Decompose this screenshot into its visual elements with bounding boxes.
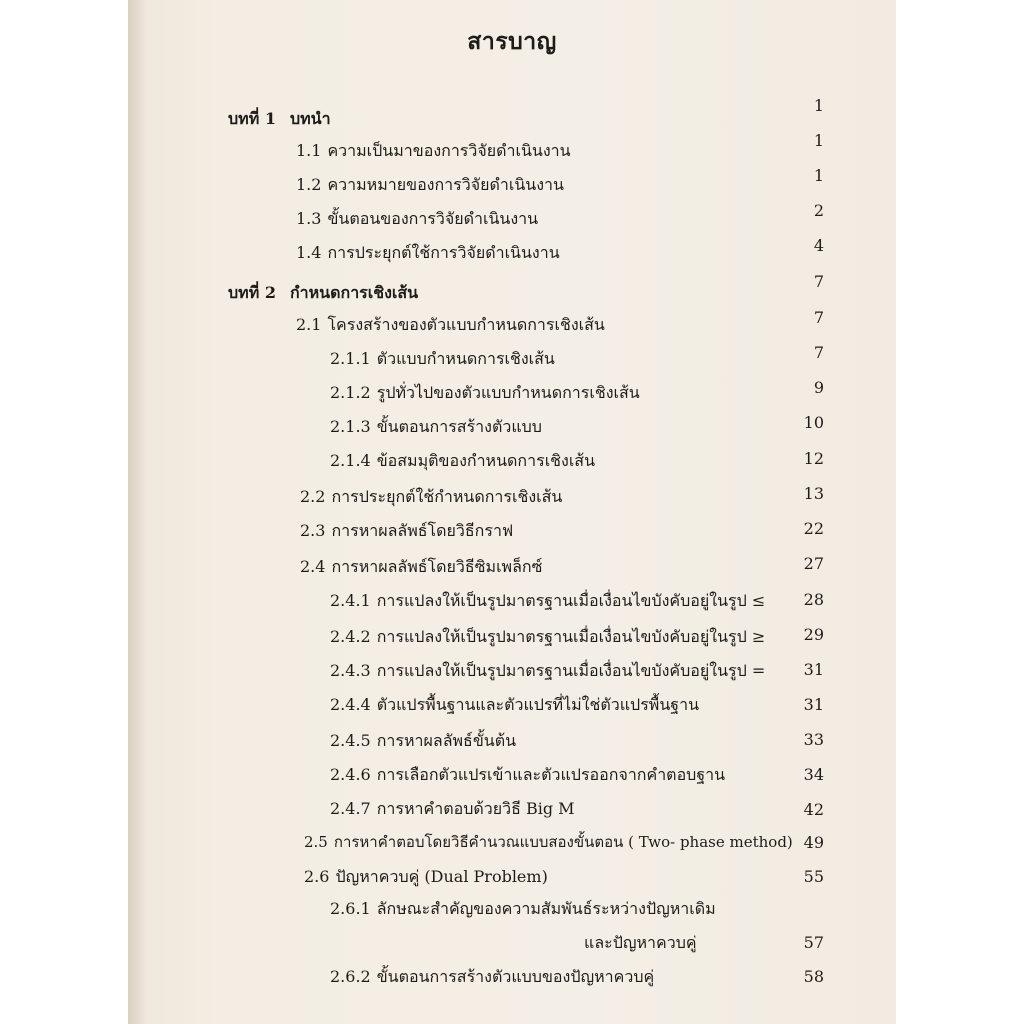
toc-entry-1-2 <box>296 174 564 196</box>
entry-title: โครงสร้างของตัวแบบกำหนดการเชิงเส้น <box>327 315 605 334</box>
entry-number: 2.4.2 <box>330 627 371 646</box>
toc-entry-2-5 <box>304 831 793 853</box>
toc-entry-2-1-3 <box>330 416 542 438</box>
toc-entry-2-4-2 <box>330 626 765 648</box>
entry-number: 2.4.5 <box>330 731 371 750</box>
entry-title: การเลือกตัวแปรเข้าและตัวแปรออกจากคำตอบฐาน <box>376 765 726 784</box>
entry-title: ขั้นตอนของการวิจัยดำเนินงาน <box>327 209 539 228</box>
entry-page-number: 1 <box>813 96 824 115</box>
toc-title: สารบาญ <box>467 28 557 55</box>
entry-title: การแปลงให้เป็นรูปมาตรฐานเมื่อเงื่อนไขบังคับอยู่ในรูป ≤ <box>376 591 766 610</box>
toc-entry-2-4-4 <box>330 694 699 716</box>
entry-number: 1.1 <box>296 141 322 160</box>
toc-entry-1-1 <box>296 140 571 162</box>
toc-entry-chapter-2 <box>228 282 418 304</box>
entry-page-number: 27 <box>803 554 824 573</box>
entry-page-number: 42 <box>803 800 824 819</box>
entry-page-number: 28 <box>803 590 824 609</box>
entry-page-number: 7 <box>813 343 824 362</box>
toc-entry-2-4-6 <box>330 764 725 786</box>
page-gutter-shadow <box>128 0 146 1024</box>
entry-title: การประยุกต์ใช้กำหนดการเชิงเส้น <box>331 487 563 506</box>
entry-title: บทนำ <box>289 109 331 128</box>
toc-entry-2-4-3 <box>330 660 765 682</box>
entry-page-number: 31 <box>803 695 824 714</box>
entry-title: ตัวแปรพื้นฐานและตัวแปรที่ไม่ใช่ตัวแปรพื้นฐาน <box>376 695 700 714</box>
toc-entry-2-4-1 <box>330 590 765 612</box>
entry-page-number: 33 <box>803 730 824 749</box>
entry-title: ตัวแบบกำหนดการเชิงเส้น <box>376 349 555 368</box>
entry-page-number: 49 <box>803 833 824 852</box>
entry-number: 2.5 <box>304 833 328 851</box>
toc-entry-1-3 <box>296 208 538 230</box>
entry-number: 2.3 <box>300 521 326 540</box>
entry-title: รูปทั่วไปของตัวแบบกำหนดการเชิงเส้น <box>376 383 640 402</box>
entry-title: การหาคำตอบด้วยวิธี Big M <box>376 799 575 818</box>
entry-number: บทที่ 2 <box>228 283 276 302</box>
entry-number: 2.1.3 <box>330 417 371 436</box>
entry-number: 2.4.1 <box>330 591 371 610</box>
entry-number: 2.1.2 <box>330 383 371 402</box>
toc-entry-2-1-4 <box>330 450 595 472</box>
entry-page-number: 22 <box>803 519 824 538</box>
entry-number: 2.4.6 <box>330 765 371 784</box>
toc-entry-2-6-1-continued <box>584 932 697 954</box>
entry-number: 2.4.3 <box>330 661 371 680</box>
entry-title: กำหนดการเชิงเส้น <box>289 283 419 302</box>
entry-page-number: 10 <box>803 413 824 432</box>
entry-number: 1.4 <box>296 243 322 262</box>
entry-title: ความหมายของการวิจัยดำเนินงาน <box>327 175 564 194</box>
entry-title: การหาผลลัพธ์โดยวิธีกราฟ <box>331 521 514 540</box>
toc-entry-2-4 <box>300 556 542 578</box>
toc-entry-2-4-7 <box>330 798 575 820</box>
entry-title: และปัญหาควบคู่ <box>584 933 697 952</box>
entry-number: 2.6 <box>304 867 330 886</box>
entry-title: ขั้นตอนการสร้างตัวแบบของปัญหาควบคู่ <box>376 967 655 986</box>
entry-page-number: 31 <box>803 660 824 679</box>
toc-entry-2-1 <box>296 314 605 336</box>
entry-number: 1.3 <box>296 209 322 228</box>
toc-entry-2-6 <box>304 866 548 888</box>
entry-title: ลักษณะสำคัญของความสัมพันธ์ระหว่างปัญหาเดิม <box>376 899 716 918</box>
toc-entry-2-3 <box>300 520 513 542</box>
entry-page-number: 29 <box>803 625 824 644</box>
entry-page-number: 1 <box>813 131 824 150</box>
entry-number: 2.2 <box>300 487 326 506</box>
entry-number: 2.4 <box>300 557 326 576</box>
entry-title: ขั้นตอนการสร้างตัวแบบ <box>376 417 542 436</box>
entry-title: การประยุกต์ใช้การวิจัยดำเนินงาน <box>327 243 560 262</box>
entry-page-number: 7 <box>813 272 824 291</box>
entry-number: 2.1 <box>296 315 322 334</box>
entry-title: ปัญหาควบคู่ (Dual Problem) <box>335 867 548 886</box>
entry-page-number: 13 <box>803 484 824 503</box>
entry-number: 2.6.1 <box>330 899 371 918</box>
toc-entry-2-6-1 <box>330 898 716 920</box>
entry-page-number: 57 <box>803 933 824 952</box>
entry-title: ข้อสมมุติของกำหนดการเชิงเส้น <box>376 451 595 470</box>
toc-entry-2-4-5 <box>330 730 516 752</box>
entry-page-number: 34 <box>803 765 824 784</box>
entry-number: 1.2 <box>296 175 322 194</box>
entry-page-number: 4 <box>813 236 824 255</box>
toc-entry-2-6-2 <box>330 966 654 988</box>
entry-number: 2.1.4 <box>330 451 371 470</box>
toc-entry-2-1-1 <box>330 348 555 370</box>
entry-title: การแปลงให้เป็นรูปมาตรฐานเมื่อเงื่อนไขบังคับอยู่ในรูป = <box>376 661 766 680</box>
toc-entry-1-4 <box>296 242 560 264</box>
entry-number: 2.6.2 <box>330 967 371 986</box>
toc-entry-chapter-1 <box>228 108 331 130</box>
entry-title: ความเป็นมาของการวิจัยดำเนินงาน <box>327 141 571 160</box>
entry-page-number: 2 <box>813 201 824 220</box>
entry-title: การหาผลลัพธ์โดยวิธีซิมเพล็กซ์ <box>331 557 543 576</box>
entry-title: การแปลงให้เป็นรูปมาตรฐานเมื่อเงื่อนไขบังคับอยู่ในรูป ≥ <box>376 627 766 646</box>
toc-entry-2-2 <box>300 486 562 508</box>
entry-title: การหาผลลัพธ์ขั้นต้น <box>376 731 517 750</box>
entry-page-number: 55 <box>803 867 824 886</box>
entry-page-number: 12 <box>803 449 824 468</box>
entry-title: การหาคำตอบโดยวิธีคำนวณแบบสองขั้นตอน ( Two- phase method) <box>333 833 793 851</box>
entry-number: 2.4.7 <box>330 799 371 818</box>
entry-page-number: 1 <box>813 166 824 185</box>
entry-number: 2.4.4 <box>330 695 371 714</box>
entry-page-number: 58 <box>803 967 824 986</box>
toc-entry-2-1-2 <box>330 382 640 404</box>
entry-page-number: 7 <box>813 308 824 327</box>
entry-page-number: 9 <box>813 378 824 397</box>
book-page <box>128 0 896 1024</box>
entry-number: 2.1.1 <box>330 349 371 368</box>
entry-number: บทที่ 1 <box>228 109 276 128</box>
